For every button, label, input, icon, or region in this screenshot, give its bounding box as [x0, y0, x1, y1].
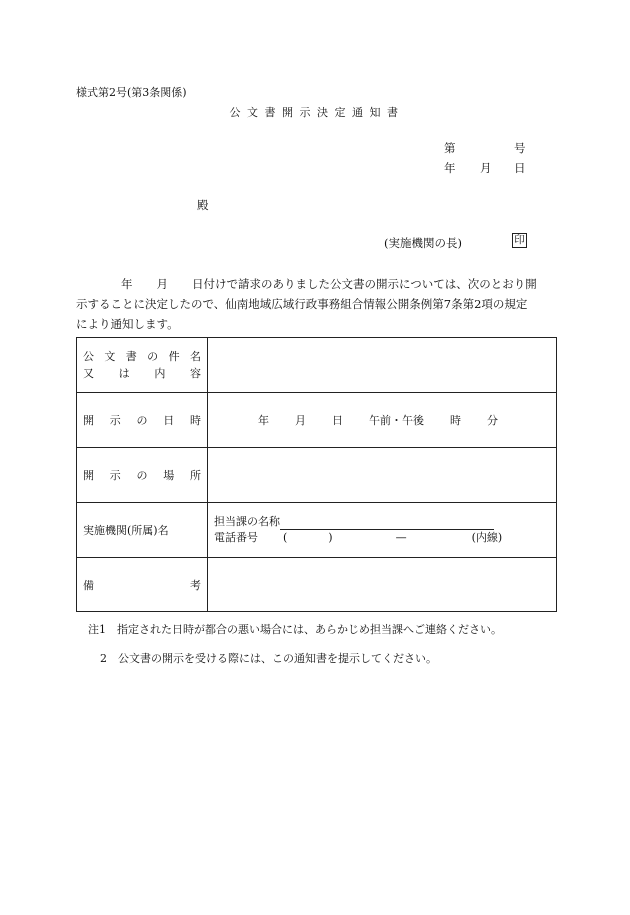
- label-subject-char: 名: [189, 349, 201, 363]
- body-month: 月: [156, 277, 168, 291]
- label-agency: [77, 503, 208, 558]
- issuer-label: (実施機関の長): [384, 236, 462, 250]
- label-subject-char: 内: [154, 366, 166, 380]
- table-row-place: [77, 448, 557, 503]
- value-subject[interactable]: [208, 338, 557, 393]
- datetime-month: 月: [295, 414, 306, 427]
- label-place-char: 場: [163, 469, 175, 482]
- label-subject-char: 又: [83, 366, 94, 380]
- label-datetime-char: 開: [83, 414, 94, 427]
- label-remarks-text: [83, 577, 201, 593]
- label-place: [77, 448, 208, 503]
- form-number: 様式第2号(第3条関係): [76, 86, 187, 99]
- phone-label: 電話番号: [214, 531, 258, 544]
- phone-paren-open: (: [283, 531, 288, 544]
- datetime-hour: 時: [450, 414, 461, 427]
- datetime-year: 年: [258, 414, 269, 427]
- body-line-1-rest: 日付けで請求のありました公文書の開示については、次のとおり開: [192, 277, 537, 291]
- label-subject-char: 容: [189, 366, 201, 380]
- table-row-datetime: [77, 393, 557, 448]
- label-datetime-char: 日: [163, 414, 175, 427]
- label-place-text: [83, 467, 201, 483]
- value-agency: [208, 503, 557, 558]
- label-place-char: の: [136, 469, 148, 482]
- label-remarks: [77, 558, 208, 612]
- body-paragraph: [76, 274, 560, 334]
- label-place-char: 所: [190, 469, 201, 482]
- label-subject-char: 書: [125, 349, 137, 363]
- phone-dash: —: [395, 531, 407, 544]
- label-agency-text: 実施機関(所属)名: [83, 524, 169, 537]
- label-subject-char: の: [147, 349, 159, 363]
- value-datetime[interactable]: [208, 393, 557, 448]
- seal-icon: [512, 233, 527, 248]
- table-row-remarks: [77, 558, 557, 612]
- body-line-1: [76, 274, 560, 294]
- label-subject: [77, 338, 208, 393]
- datetime-day: 日: [332, 414, 343, 427]
- phone-line: [214, 530, 556, 546]
- label-subject-char: 件: [168, 349, 180, 363]
- section-label: 担当課の名称: [214, 515, 280, 528]
- date-day: 日: [514, 161, 526, 175]
- body-line-3: により通知します。: [76, 317, 179, 331]
- label-datetime-char: 時: [190, 414, 201, 427]
- note-2: 2 公文書の開示を受ける際には、この通知書を提示してください。: [100, 652, 437, 665]
- section-line: [214, 514, 556, 530]
- addressee-honorific: 殿: [197, 198, 209, 212]
- label-datetime-text: [83, 412, 201, 428]
- ref-dai: 第: [444, 141, 456, 155]
- label-remarks-char: 備: [83, 578, 94, 592]
- value-remarks[interactable]: [208, 558, 557, 612]
- datetime-minute: 分: [487, 414, 498, 427]
- section-name-field[interactable]: [280, 518, 494, 530]
- note-1: 注1 指定された日時が都合の悪い場合には、あらかじめ担当課へご連絡ください。: [88, 623, 502, 636]
- date-month: 月: [480, 161, 492, 175]
- notice-table: [76, 337, 557, 612]
- value-place[interactable]: [208, 448, 557, 503]
- seal-text: 印: [514, 234, 525, 247]
- label-subject-char: 公: [83, 349, 94, 363]
- label-datetime-char: の: [136, 414, 148, 427]
- document-title: 公文書開示決定通知書: [229, 106, 405, 119]
- label-datetime-char: 示: [109, 414, 121, 427]
- label-subject-line-1: [83, 349, 201, 365]
- label-datetime: [77, 393, 208, 448]
- label-remarks-char: 考: [190, 578, 201, 592]
- phone-paren-close: ): [328, 531, 333, 544]
- table-row-agency: [77, 503, 557, 558]
- label-subject-char: 文: [104, 349, 116, 363]
- date-year: 年: [444, 161, 456, 175]
- ref-go: 号: [514, 141, 526, 155]
- body-year: 年: [121, 277, 133, 291]
- datetime-ampm: 午前・午後: [369, 414, 424, 427]
- label-subject-line-2: [83, 366, 201, 382]
- table-row-subject: [77, 338, 557, 393]
- label-subject-char: は: [118, 366, 130, 380]
- label-place-char: 示: [109, 469, 121, 482]
- label-place-char: 開: [83, 469, 94, 482]
- body-line-2: 示することに決定したので、仙南地域広域行政事務組合情報公開条例第7条第2項の規定: [76, 297, 528, 311]
- phone-extension: (内線): [471, 531, 503, 544]
